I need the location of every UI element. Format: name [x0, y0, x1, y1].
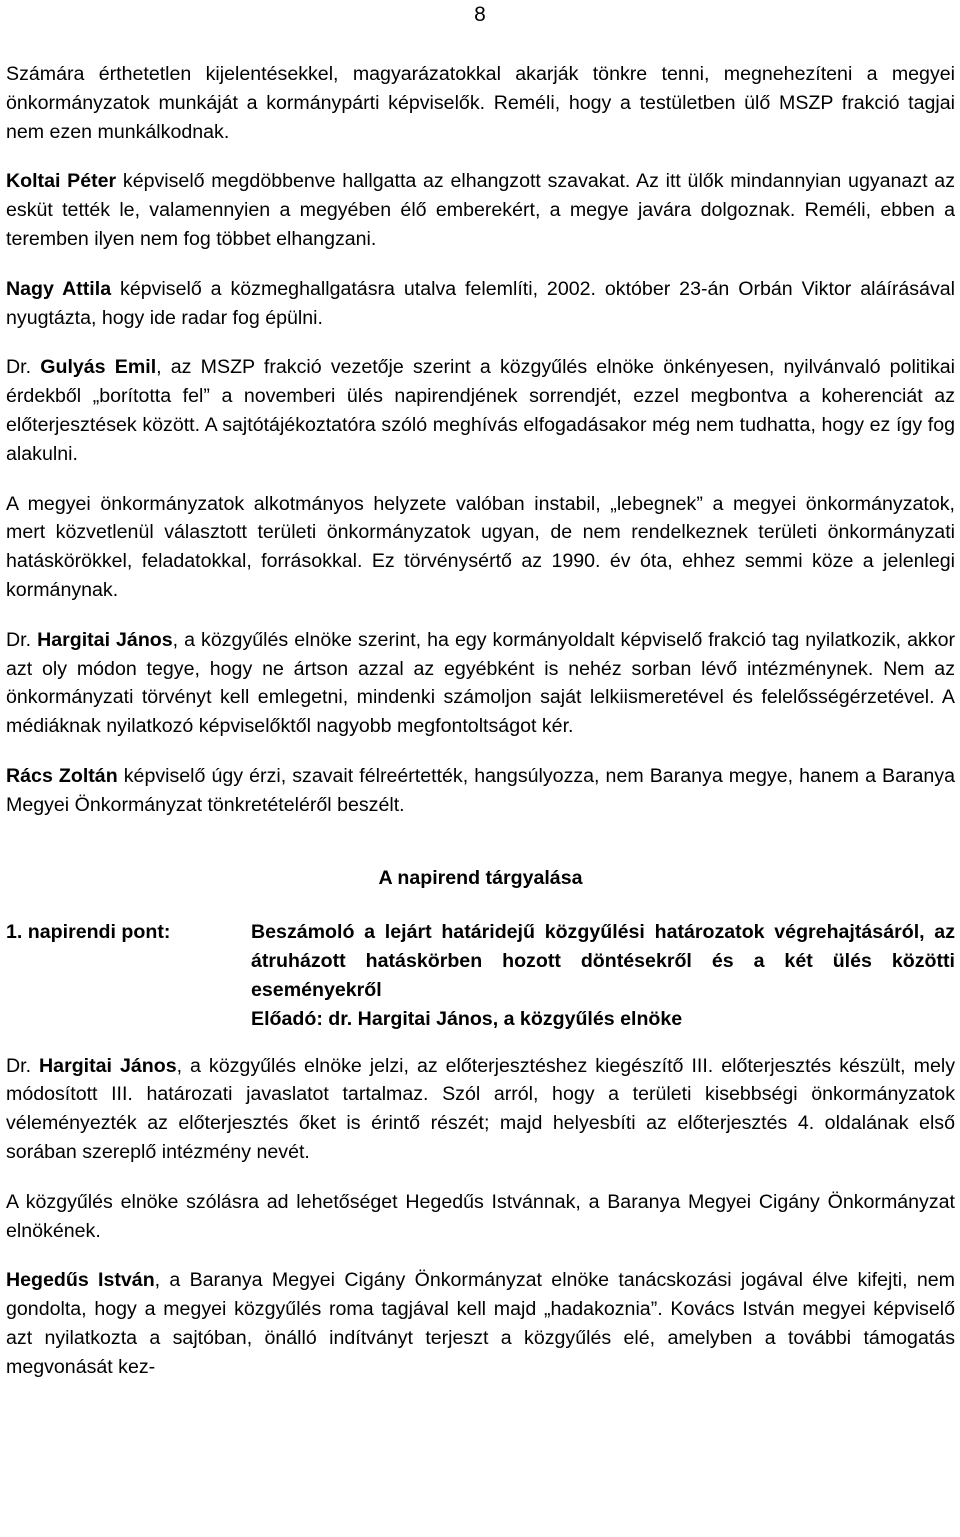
- paragraph-text: képviselő a közmeghallgatásra utalva felemlíti, 2002. október 23-án Orbán Viktor aláírásával nyugtázta, hogy ide radar fog épülni.: [6, 277, 955, 329]
- speaker-name: Rács Zoltán: [6, 764, 118, 787]
- paragraph: [6, 167, 955, 253]
- paragraph-text: A megyei önkormányzatok alkotmányos helyzete valóban instabil, „lebegnek” a megyei önkormányzatok, mert közvetlenül választott területi önkormányzatok ugyan, de nem rendelkeznek területi önkormányzati hatáskörökkel, feladatokkal, forrásokkal. Ez törvénysértő az 1990. év óta, ehhez semmi köze a jelenlegi kormánynak.: [6, 492, 955, 601]
- paragraph: [6, 626, 955, 741]
- speaker-title: Dr.: [6, 628, 38, 651]
- speaker-name: Hargitai János: [39, 1054, 177, 1077]
- paragraph-text: A közgyűlés elnöke szólásra ad lehetőséget Hegedűs Istvánnak, a Baranya Megyei Cigány Önkormányzat elnökének.: [6, 1190, 955, 1242]
- paragraph-text: képviselő úgy érzi, szavait félreértették, hangsúlyozza, nem Baranya megye, hanem a Baranya Megyei Önkormányzat tönkretételéről beszélt.: [6, 764, 956, 816]
- paragraph: [6, 1052, 955, 1167]
- paragraph-text: képviselő megdöbbenve hallgatta az elhangzott szavakat. Az itt ülők mindannyian ugyanazt az esküt tették le, valamennyien a megyében élő emberekért, a megye javára dolgoznak. Reméli, ebben a teremben ilyen nem fog többet elhangzani.: [6, 170, 955, 250]
- speaker-name: Nagy Attila: [6, 277, 112, 300]
- paragraph-text: , az MSZP frakció vezetője szerint a közgyűlés elnöke önkényesen, nyilvánvaló politikai érdekből „borította fel” a novemberi ülés napirendjének sorrendjét, ezzel megbontva a koherenciát az előterjesztések között. A sajtótájékoztatóra szóló meghívás elfogadásakor még nem tudhatta, hogy ez így fog alakulni.: [6, 356, 956, 465]
- agenda-item-body: [251, 918, 955, 1033]
- paragraph-text: , a közgyűlés elnöke jelzi, az előterjesztéshez kiegészítő III. előterjesztés készült, mely módosított III. határozati javaslatot tartalmaz. Szól arról, hogy a területi kisebbségi önkormányzatok véleményezték az előterjesztés őket is érintő részét; majd helyesbíti az előterjesztés 4. oldalának első sorában szereplő intézmény nevét.: [6, 1054, 955, 1163]
- speaker-name: Koltai Péter: [6, 170, 117, 193]
- paragraph: [6, 1188, 955, 1246]
- agenda-item-label: 1. napirendi pont:: [6, 921, 171, 944]
- agenda-item: [6, 918, 955, 1033]
- paragraph-text: , a Baranya Megyei Cigány Önkormányzat elnöke tanácskozási jogával élve kifejti, nem gondolta, hogy a megyei közgyűlés roma tagjával kell majd „hadakoznia”. Kovács István megyei képviselő azt nyilatkozta a sajtóban, önálló indítványt terjeszt a közgyűlés elé, amelyben a további támogatás megvonását kez-: [6, 1269, 955, 1378]
- paragraph: [6, 353, 955, 468]
- paragraph: [6, 275, 955, 333]
- paragraph: [6, 1266, 955, 1381]
- speaker-title: Dr.: [6, 1054, 40, 1077]
- document-body: [6, 60, 955, 1381]
- paragraph: [6, 762, 955, 820]
- speaker-name: Hargitai János: [37, 628, 173, 651]
- paragraph: [6, 490, 955, 605]
- speaker-name: Hegedűs István: [6, 1269, 155, 1292]
- speaker-title: Dr.: [6, 356, 41, 379]
- agenda-item-title: Beszámoló a lejárt határidejű közgyűlési határozatok végrehajtásáról, az átruházott hatáskörben hozott döntésekről és a két ülés közötti eseményekről: [251, 921, 955, 1001]
- paragraph: [6, 60, 955, 146]
- speaker-name: Gulyás Emil: [40, 356, 157, 379]
- section-heading: A napirend tárgyalása: [378, 866, 583, 889]
- agenda-item-presenter: Előadó: dr. Hargitai János, a közgyűlés elnöke: [251, 1007, 683, 1030]
- paragraph-text: Számára érthetetlen kijelentésekkel, magyarázatokkal akarják tönkre tenni, megnehezíteni a megyei önkormányzatok munkáját a kormánypárti képviselők. Reméli, hogy a testületben ülő MSZP frakció tagjai nem ezen munkálkodnak.: [6, 63, 955, 143]
- paragraph-text: , a közgyűlés elnöke szerint, ha egy kormányoldalt képviselő frakció tag nyilatkozik, akkor azt oly módon tegye, hogy ne ártson azzal az egyébként is nehéz sorban lévő intézménynek. Nem az önkormányzati törvényt kell emlegetni, mindenki számoljon saját lelkiismeretével és felelősségérzetével. A médiáknak nyilatkozó képviselőktől nagyobb megfontoltságot kér.: [6, 628, 955, 738]
- page-number: 8: [474, 3, 486, 26]
